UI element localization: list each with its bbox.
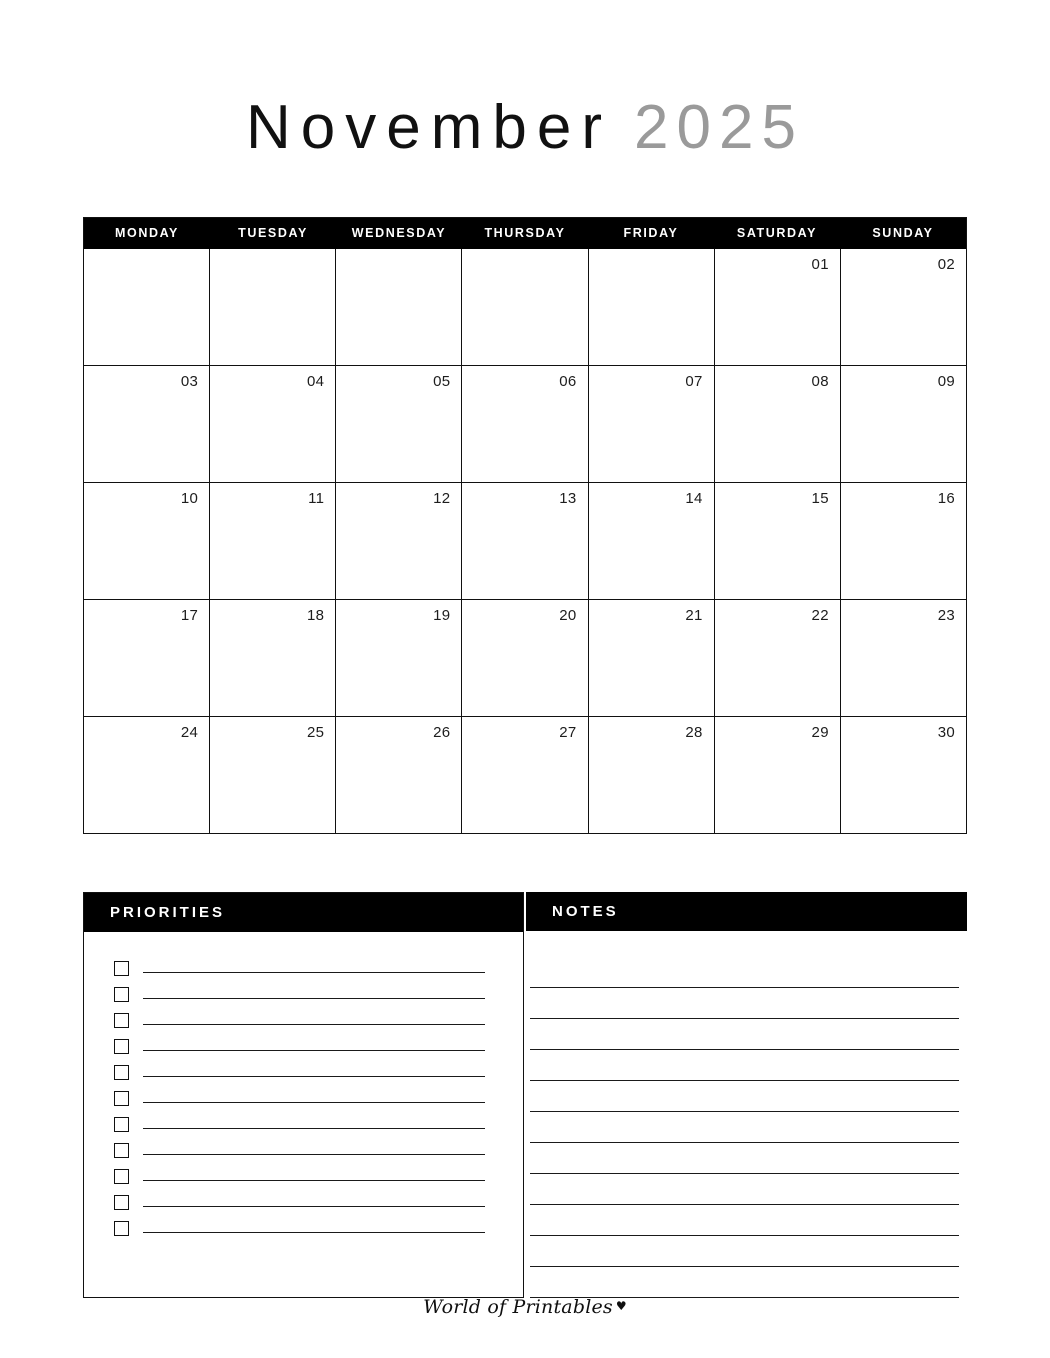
calendar-day-cell[interactable]	[588, 717, 714, 833]
page-title	[0, 92, 1050, 163]
day-number: 28	[685, 724, 703, 741]
list-item[interactable]	[114, 1163, 485, 1189]
calendar-day-cell[interactable]	[84, 483, 209, 599]
calendar-day-cell[interactable]	[714, 366, 840, 482]
checkbox-icon[interactable]	[114, 1091, 129, 1106]
weekday-header-tuesday: TUESDAY	[238, 226, 308, 240]
priorities-header: PRIORITIES	[84, 893, 523, 932]
calendar-week-row	[84, 482, 966, 599]
title-month: November	[246, 93, 613, 162]
list-item[interactable]	[114, 1215, 485, 1241]
write-in-line[interactable]	[143, 1102, 485, 1103]
checkbox-icon[interactable]	[114, 1195, 129, 1210]
calendar-week-row	[84, 599, 966, 716]
day-number: 13	[559, 490, 577, 507]
day-number: 07	[685, 373, 703, 390]
day-number: 27	[559, 724, 577, 741]
heart-icon: ♥	[615, 1299, 627, 1313]
day-number: 17	[180, 607, 199, 624]
calendar-day-cell[interactable]	[714, 483, 840, 599]
calendar-day-cell[interactable]	[209, 366, 335, 482]
title-year: 2025	[634, 93, 804, 162]
calendar-day-cell[interactable]	[84, 366, 209, 482]
priorities-list	[84, 932, 523, 1259]
day-number: 03	[180, 373, 199, 390]
write-in-line[interactable]	[143, 1128, 485, 1129]
day-number: 06	[559, 373, 577, 390]
calendar-day-cell[interactable]	[714, 249, 840, 365]
calendar-day-cell[interactable]	[840, 717, 966, 833]
write-in-line[interactable]	[143, 1050, 485, 1051]
write-in-line[interactable]	[530, 1205, 959, 1236]
calendar-day-cell[interactable]	[209, 717, 335, 833]
calendar-day-cell[interactable]	[461, 249, 587, 365]
calendar-day-cell[interactable]	[461, 366, 587, 482]
day-number: 12	[433, 490, 451, 507]
list-item[interactable]	[114, 1033, 485, 1059]
day-number: 04	[306, 373, 325, 390]
day-number: 10	[180, 490, 199, 507]
checkbox-icon[interactable]	[114, 1221, 129, 1236]
day-number: 24	[180, 724, 199, 741]
list-item[interactable]	[114, 981, 485, 1007]
checkbox-icon[interactable]	[114, 1039, 129, 1054]
calendar-day-cell[interactable]	[335, 483, 461, 599]
calendar-day-cell[interactable]	[335, 366, 461, 482]
weekday-header-wednesday: WEDNESDAY	[351, 226, 447, 240]
write-in-line[interactable]	[530, 1019, 959, 1050]
write-in-line[interactable]	[143, 1206, 485, 1207]
day-number: 30	[937, 724, 955, 741]
checkbox-icon[interactable]	[114, 1117, 129, 1132]
write-in-line[interactable]	[530, 1174, 959, 1205]
calendar-weeks	[84, 249, 966, 833]
calendar-day-cell[interactable]	[588, 600, 714, 716]
write-in-line[interactable]	[143, 1232, 485, 1233]
calendar-day-cell[interactable]	[209, 483, 335, 599]
day-number: 14	[685, 490, 703, 507]
day-number: 21	[685, 607, 703, 624]
list-item[interactable]	[114, 955, 485, 981]
checkbox-icon[interactable]	[114, 987, 129, 1002]
list-item[interactable]	[114, 1111, 485, 1137]
checkbox-icon[interactable]	[114, 1065, 129, 1080]
checkbox-icon[interactable]	[114, 1169, 129, 1184]
weekday-header-sunday: SUNDAY	[872, 226, 934, 240]
write-in-line[interactable]	[143, 1180, 485, 1181]
list-item[interactable]	[114, 1137, 485, 1163]
list-item[interactable]	[114, 1007, 485, 1033]
write-in-line[interactable]	[530, 988, 959, 1019]
write-in-line[interactable]	[530, 1081, 959, 1112]
day-number: 02	[937, 256, 955, 273]
notes-header: NOTES	[526, 892, 967, 931]
calendar-day-cell[interactable]	[840, 249, 966, 365]
day-number: 25	[306, 724, 325, 741]
calendar-day-cell[interactable]	[588, 249, 714, 365]
calendar-day-cell[interactable]	[335, 249, 461, 365]
write-in-line[interactable]	[530, 957, 959, 988]
write-in-line[interactable]	[143, 1154, 485, 1155]
day-number: 08	[811, 373, 829, 390]
day-number: 11	[308, 490, 325, 507]
weekday-header-monday: MONDAY	[114, 226, 179, 240]
calendar-header-row	[84, 218, 966, 249]
day-number: 16	[937, 490, 955, 507]
calendar-day-cell[interactable]	[714, 600, 840, 716]
day-number: 23	[937, 607, 955, 624]
calendar-day-cell[interactable]	[84, 249, 209, 365]
calendar-day-cell[interactable]	[461, 717, 587, 833]
calendar-week-row	[84, 249, 966, 365]
calendar-day-cell[interactable]	[335, 717, 461, 833]
calendar-day-cell[interactable]	[209, 249, 335, 365]
calendar-day-cell[interactable]	[840, 483, 966, 599]
checkbox-icon[interactable]	[114, 1143, 129, 1158]
write-in-line[interactable]	[143, 1076, 485, 1077]
notes-panel	[526, 892, 967, 1298]
calendar-week-row	[84, 716, 966, 833]
priorities-panel	[83, 892, 524, 1298]
write-in-line[interactable]	[530, 1050, 959, 1081]
calendar-day-cell[interactable]	[84, 600, 209, 716]
brand-text: World of Printables	[423, 1296, 613, 1318]
day-number: 29	[811, 724, 829, 741]
write-in-line[interactable]	[530, 1236, 959, 1267]
bottom-panels	[83, 892, 967, 1298]
weekday-header-friday: FRIDAY	[623, 226, 679, 240]
calendar-week-row	[84, 365, 966, 482]
notes-lines	[526, 931, 967, 1298]
brand-footer	[0, 1296, 1050, 1318]
write-in-line[interactable]	[530, 1112, 959, 1143]
calendar-day-cell[interactable]	[209, 600, 335, 716]
write-in-line[interactable]	[530, 1267, 959, 1298]
write-in-line[interactable]	[530, 1143, 959, 1174]
calendar-day-cell[interactable]	[714, 717, 840, 833]
calendar-day-cell[interactable]	[335, 600, 461, 716]
day-number: 26	[433, 724, 451, 741]
list-item[interactable]	[114, 1059, 485, 1085]
list-item[interactable]	[114, 1085, 485, 1111]
day-number: 22	[811, 607, 829, 624]
calendar-grid	[83, 217, 967, 834]
calendar-day-cell[interactable]	[840, 600, 966, 716]
weekday-header-thursday: THURSDAY	[484, 226, 566, 240]
weekday-header-saturday: SATURDAY	[736, 226, 818, 240]
calendar-day-cell[interactable]	[461, 483, 587, 599]
calendar-day-cell[interactable]	[84, 717, 209, 833]
calendar-day-cell[interactable]	[840, 366, 966, 482]
day-number: 18	[306, 607, 325, 624]
calendar-day-cell[interactable]	[461, 600, 587, 716]
list-item[interactable]	[114, 1189, 485, 1215]
day-number: 01	[811, 256, 829, 273]
calendar-day-cell[interactable]	[588, 366, 714, 482]
day-number: 09	[937, 373, 955, 390]
day-number: 15	[811, 490, 829, 507]
write-in-line[interactable]	[143, 1024, 485, 1025]
write-in-line[interactable]	[143, 998, 485, 999]
calendar-day-cell[interactable]	[588, 483, 714, 599]
day-number: 20	[559, 607, 577, 624]
write-in-line[interactable]	[143, 972, 485, 973]
checkbox-icon[interactable]	[114, 961, 129, 976]
day-number: 05	[433, 373, 451, 390]
day-number: 19	[433, 607, 451, 624]
checkbox-icon[interactable]	[114, 1013, 129, 1028]
